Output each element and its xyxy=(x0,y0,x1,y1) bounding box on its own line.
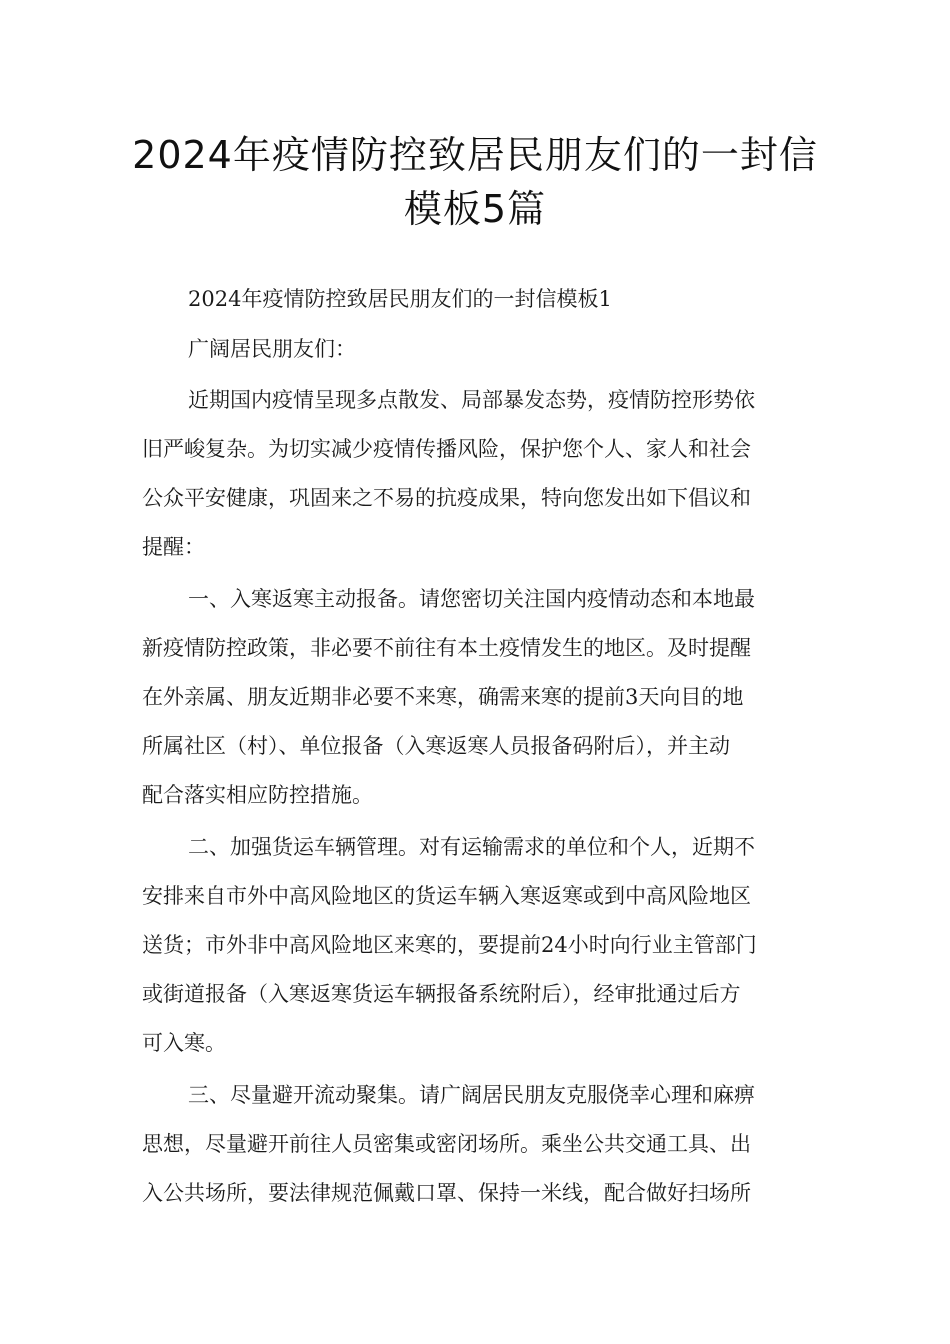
section-heading: 2024年疫情防控致居民朋友们的一封信模板1 xyxy=(188,287,612,311)
title-line-2: 模板5篇 xyxy=(403,187,547,231)
paragraph-line: 提醒： xyxy=(142,535,205,559)
paragraph-line: 入公共场所，要法律规范佩戴口罩、保持一米线，配合做好扫场所 xyxy=(142,1181,751,1205)
paragraph-line: 近期国内疫情呈现多点散发、局部暴发态势，疫情防控形势依 xyxy=(188,388,755,412)
paragraph-line: 旧严峻复杂。为切实减少疫情传播风险，保护您个人、家人和社会 xyxy=(142,437,751,461)
paragraph-line: 所属社区（村）、单位报备（入寒返寒人员报备码附后），并主动 xyxy=(142,734,730,758)
paragraph-line: 公众平安健康，巩固来之不易的抗疫成果，特向您发出如下倡议和 xyxy=(142,486,751,510)
paragraph-line: 可入寒。 xyxy=(142,1031,226,1055)
paragraph-line: 三、尽量避开流动聚集。请广阔居民朋友克服侥幸心理和麻痹 xyxy=(188,1083,755,1107)
paragraph-line: 或街道报备（入寒返寒货运车辆报备系统附后），经审批通过后方 xyxy=(142,982,741,1006)
paragraph-line: 安排来自市外中高风险地区的货运车辆入寒返寒或到中高风险地区 xyxy=(142,884,751,908)
paragraph-line: 新疫情防控政策，非必要不前往有本土疫情发生的地区。及时提醒 xyxy=(142,636,751,660)
salutation: 广阔居民朋友们： xyxy=(188,337,356,361)
paragraph-line: 二、加强货运车辆管理。对有运输需求的单位和个人，近期不 xyxy=(188,835,755,859)
paragraph-line: 在外亲属、朋友近期非必要不来寒，确需来寒的提前3天向目的地 xyxy=(142,685,744,709)
title-line-1: 2024年疫情防控致居民朋友们的一封信 xyxy=(132,133,818,177)
paragraph-line: 思想，尽量避开前往人员密集或密闭场所。乘坐公共交通工具、出 xyxy=(142,1132,751,1156)
paragraph-line: 配合落实相应防控措施。 xyxy=(142,783,373,807)
paragraph-line: 送货；市外非中高风险地区来寒的，要提前24小时向行业主管部门 xyxy=(142,933,757,957)
paragraph-line: 一、入寒返寒主动报备。请您密切关注国内疫情动态和本地最 xyxy=(188,587,755,611)
document-title xyxy=(100,128,850,236)
